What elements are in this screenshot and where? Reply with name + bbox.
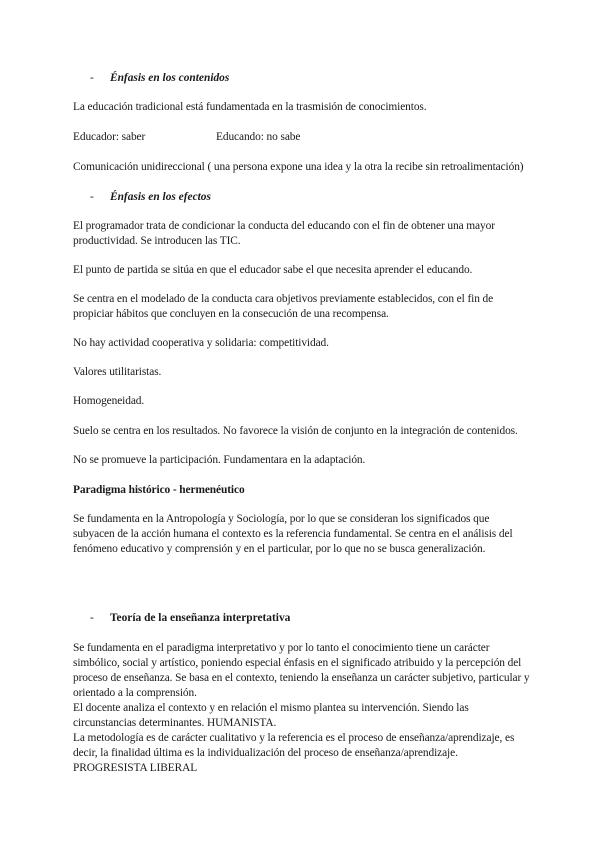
educador-text: Educador: saber [73,131,146,143]
bullet-text: Énfasis en los contenidos [110,72,230,84]
paragraph-line: orientado a la comprensión. [73,687,197,699]
paragraph-line: El programador trata de condicionar la conducta del educando con el fin de obtener una mayor [73,220,495,232]
paragraph-line: PROGRESISTA LIBERAL [73,762,198,774]
roles-line [73,131,145,143]
bullet-text: Énfasis en los efectos [110,191,211,203]
paragraph-line: circunstancias determinantes. HUMANISTA. [73,717,277,729]
educando-text: Educando: no sabe [216,131,301,143]
paragraph-line: proceso de enseñanza. Se basa en el contexto, teniendo la enseñanza un carácter subjetivo, particular y [73,672,530,684]
paragraph-line: Se fundamenta en la Antropología y Sociología, por lo que se consideran los significados que [73,513,490,525]
paragraph: No hay actividad cooperativa y solidaria: competitividad. [73,337,329,349]
paragraph-line: fenómeno educativo y comprensión y en el particular, por lo que no se busca generalización. [73,543,486,555]
paragraph-line: simbólico, social y artístico, poniendo especial énfasis en el significado atribuido y la percepción del [73,657,522,669]
paragraph-line: decir, la finalidad última es la individualización del proceso de enseñanza/aprendizaje. [73,747,458,759]
paragraph-line: subyacen de la acción humana el contexto es la referencia fundamental. Se centra en el análisis del [73,528,513,540]
paragraph: El punto de partida se sitúa en que el educador sabe el que necesita aprender el educando. [73,264,473,276]
bullet-text: Teoría de la enseñanza interpretativa [110,612,291,624]
paragraph-line: Se fundamenta en el paradigma interpretativo y por lo tanto el conocimiento tiene un carácter [73,642,490,654]
bullet-dash: - [90,191,94,203]
paragraph: Homogeneidad. [73,395,145,407]
paragraph: No se promueve la participación. Fundamentara en la adaptación. [73,454,366,466]
paragraph: Comunicación unidireccional ( una persona expone una idea y la otra la recibe sin retroalimentación) [73,161,524,173]
paragraph-line: Se centra en el modelado de la conducta cara objetivos previamente establecidos, con el fin de [73,293,494,305]
paragraph: Valores utilitaristas. [73,366,162,378]
paragraph: La educación tradicional está fundamentada en la trasmisión de conocimientos. [73,101,427,113]
paragraph-line: El docente analiza el contexto y en relación el mismo plantea su intervención. Siendo las [73,702,469,714]
paragraph-line: productividad. Se introducen las TIC. [73,235,241,247]
paragraph-line: La metodología es de carácter cualitativo y la referencia es el proceso de enseñanza/aprendizaje, es [73,732,515,744]
bullet-dash: - [90,612,94,624]
paragraph: Suelo se centra en los resultados. No favorece la visión de conjunto en la integración de contenidos. [73,425,518,437]
bullet-dash: - [90,72,94,84]
section-heading: Paradigma histórico - hermenéutico [73,484,245,496]
paragraph-line: propiciar hábitos que concluyen en la consecución de una recompensa. [73,308,389,320]
